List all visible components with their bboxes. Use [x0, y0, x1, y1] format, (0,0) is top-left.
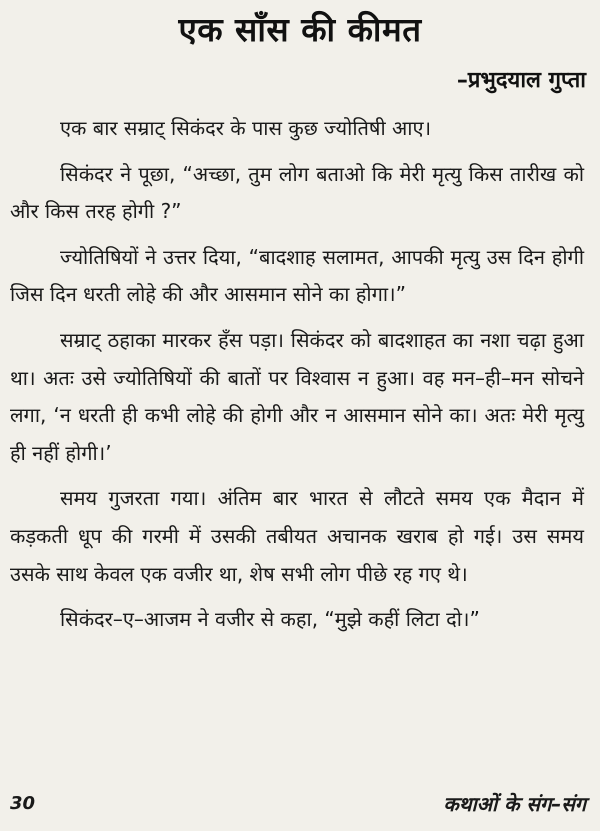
- paragraph: समय गुजरता गया। अंतिम बार भारत से लौटते समय एक मैदान में कड़कती धूप की गरमी में उसकी तबीयत अचानक खराब हो गई। उस समय उसके साथ केवल एक वजीर था, शेष सभी लोग पीछे रह गए थे।: [10, 486, 584, 586]
- paragraph: सिकंदर ने पूछा, “अच्छा, तुम लोग बताओ कि मेरी मृत्यु किस तारीख को और किस तरह होगी ?”: [10, 161, 584, 224]
- paragraph: सिकंदर–ए–आजम ने वजीर से कहा, “मुझे कहीं लिटा दो।”: [60, 607, 480, 632]
- story-title: एक साँस की कीमत: [178, 10, 422, 49]
- running-footer-book-title: कथाओं के संग–संग: [443, 792, 586, 816]
- paragraph: ज्योतिषियों ने उत्तर दिया, “बादशाह सलामत, आपकी मृत्यु उस दिन होगी जिस दिन धरती लोहे की और आसमान सोने का होगा।”: [10, 244, 584, 307]
- paragraph: सम्राट् ठहाका मारकर हँस पड़ा। सिकंदर को बादशाहत का नशा चढ़ा हुआ था। अतः उसे ज्योतिषियों की बातों पर विश्वास न हुआ। वह मन–ही–मन सोचने लगा, ‘न धरती ही कभी लोहे की होगी और न आसमान सोने का। अतः मेरी मृत्यु ही नहीं होगी।’: [10, 327, 584, 465]
- author-name: –प्रभुदयाल गुप्ता: [456, 68, 586, 93]
- story-body: [10, 110, 584, 647]
- page-number: 30: [10, 793, 36, 814]
- paragraph: एक बार सम्राट् सिकंदर के पास कुछ ज्योतिषी आए।: [60, 116, 432, 140]
